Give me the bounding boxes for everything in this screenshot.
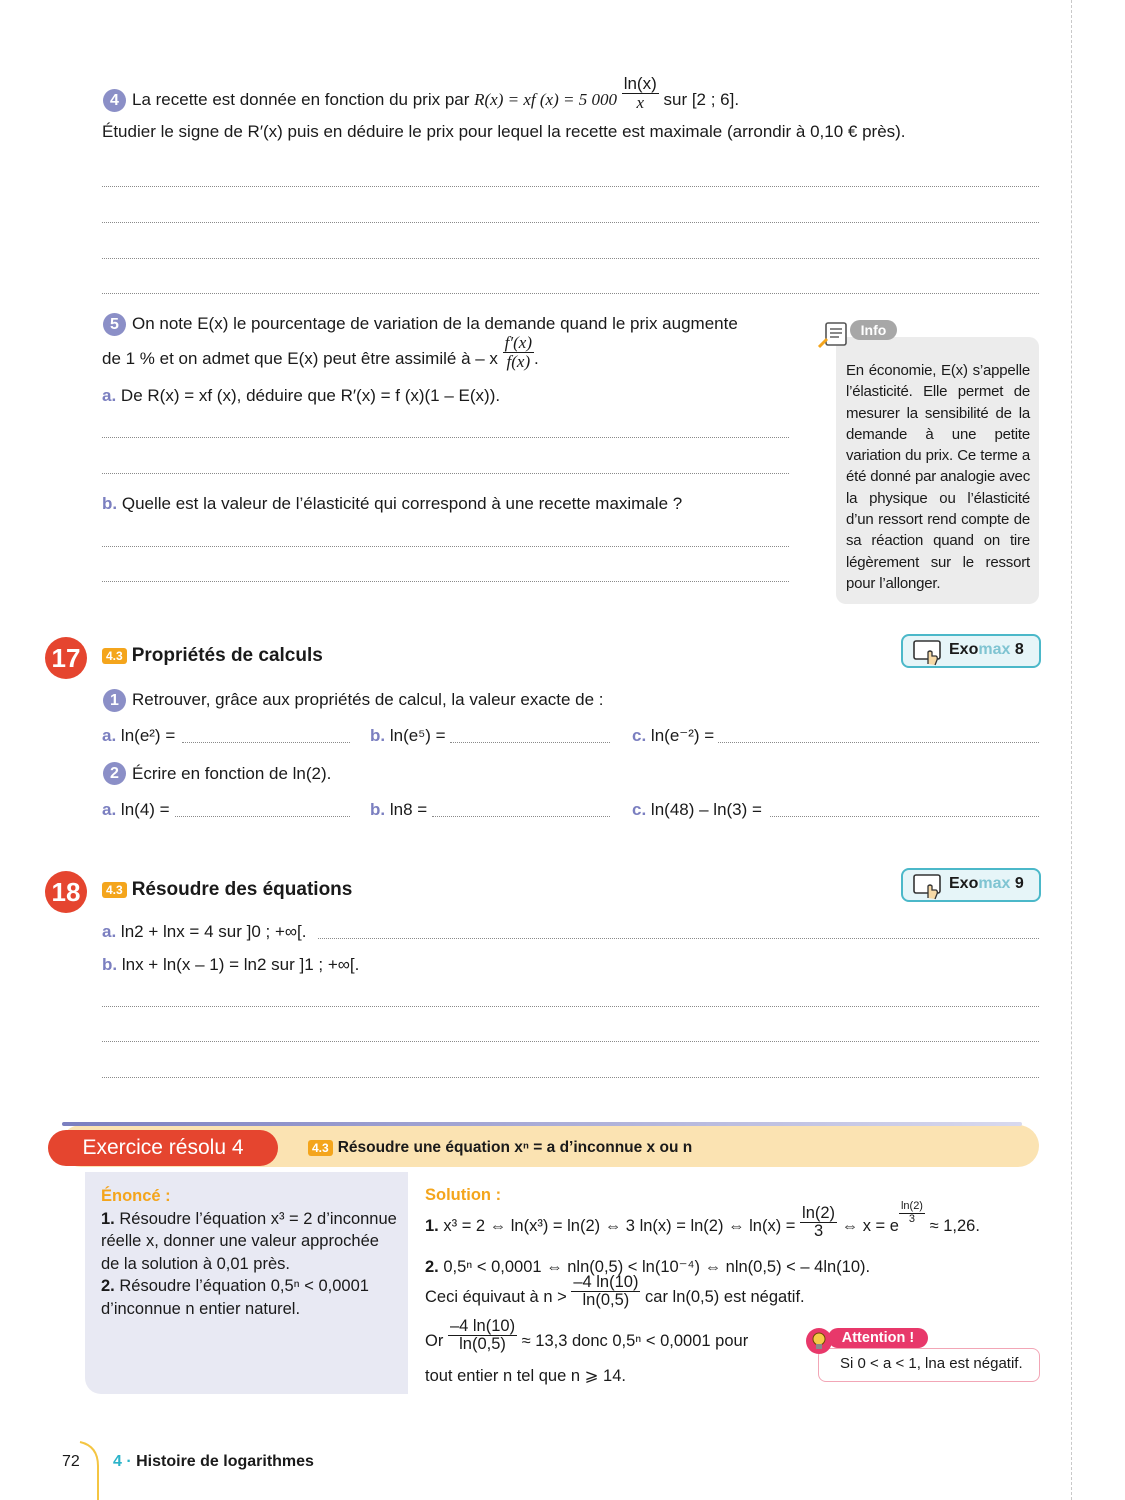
tablet-touch-icon <box>911 872 945 900</box>
exercise-18b: b. lnx + ln(x – 1) = ln2 sur ]1 ; +∞[. <box>102 955 360 974</box>
page-number: 72 <box>62 1453 80 1470</box>
question-4-instruction: Étudier le signe de R′(x) puis en déduire le prix pour lequel la recette est maximale (arrondir à 0,10 € près). <box>102 122 906 141</box>
question-4-fraction: $\frac{\ln(x)}{x}$ <box>623 74 657 112</box>
answer-line[interactable] <box>175 816 350 817</box>
exercise-18-number: 18 <box>45 871 87 913</box>
answer-line[interactable] <box>102 546 789 547</box>
answer-line[interactable] <box>770 816 1039 817</box>
page-edge-divider <box>1071 0 1072 1500</box>
answer-line[interactable] <box>102 186 1039 187</box>
exercise-17-q2c: c. ln(48) – ln(3) = <box>632 800 762 819</box>
question-4-statement: La recette est donnée en fonction du prix par R(x) = xf (x) = 5 000 $\frac{\ln(x)}{x}$ sur [2 ; 6]. <box>132 74 740 112</box>
section-tag: 4.3 <box>308 1140 333 1156</box>
answer-line[interactable] <box>102 437 789 438</box>
answer-line[interactable] <box>102 222 1039 223</box>
question-5-line1: On note E(x) le pourcentage de variation de la demande quand le prix augmente <box>132 314 738 333</box>
info-document-icon <box>817 320 853 350</box>
exercise-17-q2a: a. ln(4) = <box>102 800 170 819</box>
answer-line[interactable] <box>432 816 610 817</box>
solution-step-4: Or $\frac{-4 \ln(10)}{\ln(0,5)}$ ≈ 13,3 donc 0,5ⁿ < 0,0001 pour <box>425 1317 749 1354</box>
exomax-9-button[interactable]: Exomax 9 <box>901 868 1041 902</box>
question-5-fraction: $\frac{f'(x)}{f(x)}$ <box>504 333 532 371</box>
solution-step-3: Ceci équivaut à n > $\frac{-4 \ln(10)}{\ln(0,5)}$ car ln(0,5) est négatif. <box>425 1273 805 1310</box>
footer-divider <box>76 1440 102 1500</box>
solved-exercise-subtitle: 4.3 Résoudre une équation xⁿ = a d’inconnue x ou n <box>308 1139 692 1157</box>
tablet-touch-icon <box>911 638 945 666</box>
exercise-17-q1: Retrouver, grâce aux propriétés de calcul, la valeur exacte de : <box>132 690 604 709</box>
answer-line[interactable] <box>102 473 789 474</box>
exercise-18-title: 4.3 Résoudre des équations <box>102 879 352 901</box>
section-tag: 4.3 <box>102 882 127 898</box>
answer-line[interactable] <box>102 258 1039 259</box>
attention-text: Si 0 < a < 1, lna est négatif. <box>840 1355 1023 1372</box>
answer-line[interactable] <box>718 742 1039 743</box>
question-5-number: 5 <box>103 313 126 336</box>
question-5a: a. De R(x) = xf (x), déduire que R′(x) = f (x)(1 – E(x)). <box>102 386 501 405</box>
chapter-reference: 4 · Histoire de logarithmes <box>113 1453 314 1470</box>
answer-line[interactable] <box>102 293 1039 294</box>
exercise-17-q2-number: 2 <box>103 762 126 785</box>
question-4-number: 4 <box>103 89 126 112</box>
answer-line[interactable] <box>102 1077 1039 1078</box>
exercise-17-title: 4.3 Propriétés de calculs <box>102 645 323 667</box>
exercise-17-q1b: b. ln(e⁵) = <box>370 726 446 745</box>
exercise-17-q2b: b. ln8 = <box>370 800 428 819</box>
solution-step-1: 1. x³ = 2 ⇔ ln(x³) = ln(2) ⇔ 3 ln(x) = ln(2) ⇔ ln(x) = $\frac{\ln(2)}{3}$ ⇔ x = e $\frac{\ln(2)}{3}$ ≈ 1,26. <box>425 1200 980 1241</box>
answer-line[interactable] <box>102 1006 1039 1007</box>
section-tag: 4.3 <box>102 648 127 664</box>
answer-line[interactable] <box>450 742 610 743</box>
exercise-18a: a. ln2 + lnx = 4 sur ]0 ; +∞[. <box>102 922 307 941</box>
exercise-17-number: 17 <box>45 637 87 679</box>
solved-exercise-title: Exercice résolu 4 <box>48 1130 278 1166</box>
exercise-17-q1-number: 1 <box>103 689 126 712</box>
answer-line[interactable] <box>102 581 789 582</box>
question-5b: b. Quelle est la valeur de l’élasticité qui correspond à une recette maximale ? <box>102 494 683 513</box>
answer-line[interactable] <box>318 938 1039 939</box>
banner-accent <box>62 1122 1022 1126</box>
solution-heading: Solution : <box>425 1186 502 1204</box>
exercise-17-q1c: c. ln(e⁻²) = <box>632 726 715 745</box>
info-label: Info <box>850 320 897 340</box>
info-text: En économie, E(x) s’appelle l’élasticité. Elle permet de mesurer la sensibilité de la demande à une petite variation du prix. Ce terme a été donné par analogie avec la physique ou l’élasticité d’un ressort rend compte de sa réaction quand on tire légèrement sur le ressort pour l’allonger. <box>846 362 1030 592</box>
attention-label: Attention ! <box>828 1328 928 1348</box>
solution-step-5: tout entier n tel que n ⩾ 14. <box>425 1367 626 1385</box>
answer-line[interactable] <box>182 742 350 743</box>
lightbulb-icon <box>804 1326 834 1356</box>
answer-line[interactable] <box>102 1041 1039 1042</box>
solution-step-2: 2. 0,5ⁿ < 0,0001 ⇔ nln(0,5) < ln(10⁻⁴) ⇔ nln(0,5) < – 4ln(10). <box>425 1258 871 1276</box>
exercise-17-q1a: a. ln(e²) = <box>102 726 176 745</box>
statement-text: Énoncé : 1. Résoudre l’équation x³ = 2 d’inconnue réelle x, donner une valeur approchée de la solution à 0,01 près. 2. Résoudre l’équation 0,5ⁿ < 0,0001 d’inconnue n entier naturel. <box>101 1187 397 1318</box>
exomax-8-button[interactable]: Exomax 8 <box>901 634 1041 668</box>
question-5-line2: de 1 % et on admet que E(x) peut être assimilé à – x $\frac{f'(x)}{f(x)}$ . <box>102 333 539 371</box>
exercise-17-q2: Écrire en fonction de ln(2). <box>132 764 332 783</box>
